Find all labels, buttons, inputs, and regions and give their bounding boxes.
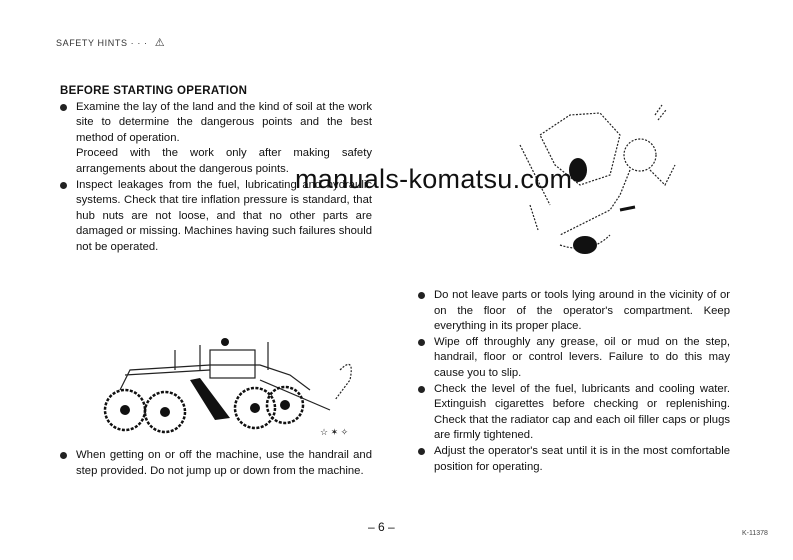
figure-code: K-11378 [742, 530, 768, 537]
bullet-icon [418, 292, 425, 299]
bullet-icon [418, 386, 425, 393]
motor-grader-illustration [90, 330, 380, 440]
list-item [418, 444, 730, 475]
item-text: Do not leave parts or tools lying around in the vicinity of or on the floor of the operator's compartment. Keep everything in its proper place. [434, 289, 730, 333]
header-label: SAFETY HINTS [56, 38, 128, 48]
list-item [418, 335, 730, 382]
item-text: Adjust the operator's seat until it is in the most comfortable position for operating. [434, 444, 730, 473]
right-column [418, 288, 730, 475]
list-item [418, 382, 730, 444]
item-text: When getting on or off the machine, use the handrail and step provided. Do not jump up or down from the machine. [76, 449, 372, 477]
list-item [418, 288, 730, 335]
item-text: Check the level of the fuel, lubricants and cooling water. Extinguish cigarettes before checking or replenishing. Check that the radiator cap and each oil filler caps or plugs are firmly tightened. [434, 382, 730, 442]
watermark: manuals-komatsu.com [295, 164, 573, 194]
bullet-icon [60, 104, 67, 111]
svg-text:☆ ✶ ✧: ☆ ✶ ✧ [320, 427, 349, 437]
warning-icon: ⚠ [154, 37, 166, 49]
item-text: Examine the lay of the land and the kind of soil at the work site to determine the dangerous points and the best method of operation. [76, 100, 372, 144]
item-text: Wipe off throughly any grease, oil or mud on the step, handrail, floor or control levers. Failure to do this may cause you to slip. [434, 335, 730, 379]
item-text: Proceed with the work only after making safety arrangements about the dangerous points. [76, 147, 372, 175]
bullet-icon [60, 182, 67, 189]
running-header [56, 36, 165, 49]
left-bottom-column [60, 448, 372, 479]
bullet-icon [418, 448, 425, 455]
item-text: Inspect leakages from the fuel, lubricating and hydraulic systems. Check that tire inflation pressure is standard, that hub nuts are not loose, and that no other parts are damaged or missing. Machines having such failures should not be operated. [76, 178, 372, 253]
bullet-icon [418, 339, 425, 346]
section-title: BEFORE STARTING OPERATION [60, 85, 248, 97]
bullet-icon [60, 452, 67, 459]
page-number: – 6 – [368, 520, 395, 534]
header-dots: · · · [130, 38, 148, 48]
list-item [60, 448, 372, 479]
